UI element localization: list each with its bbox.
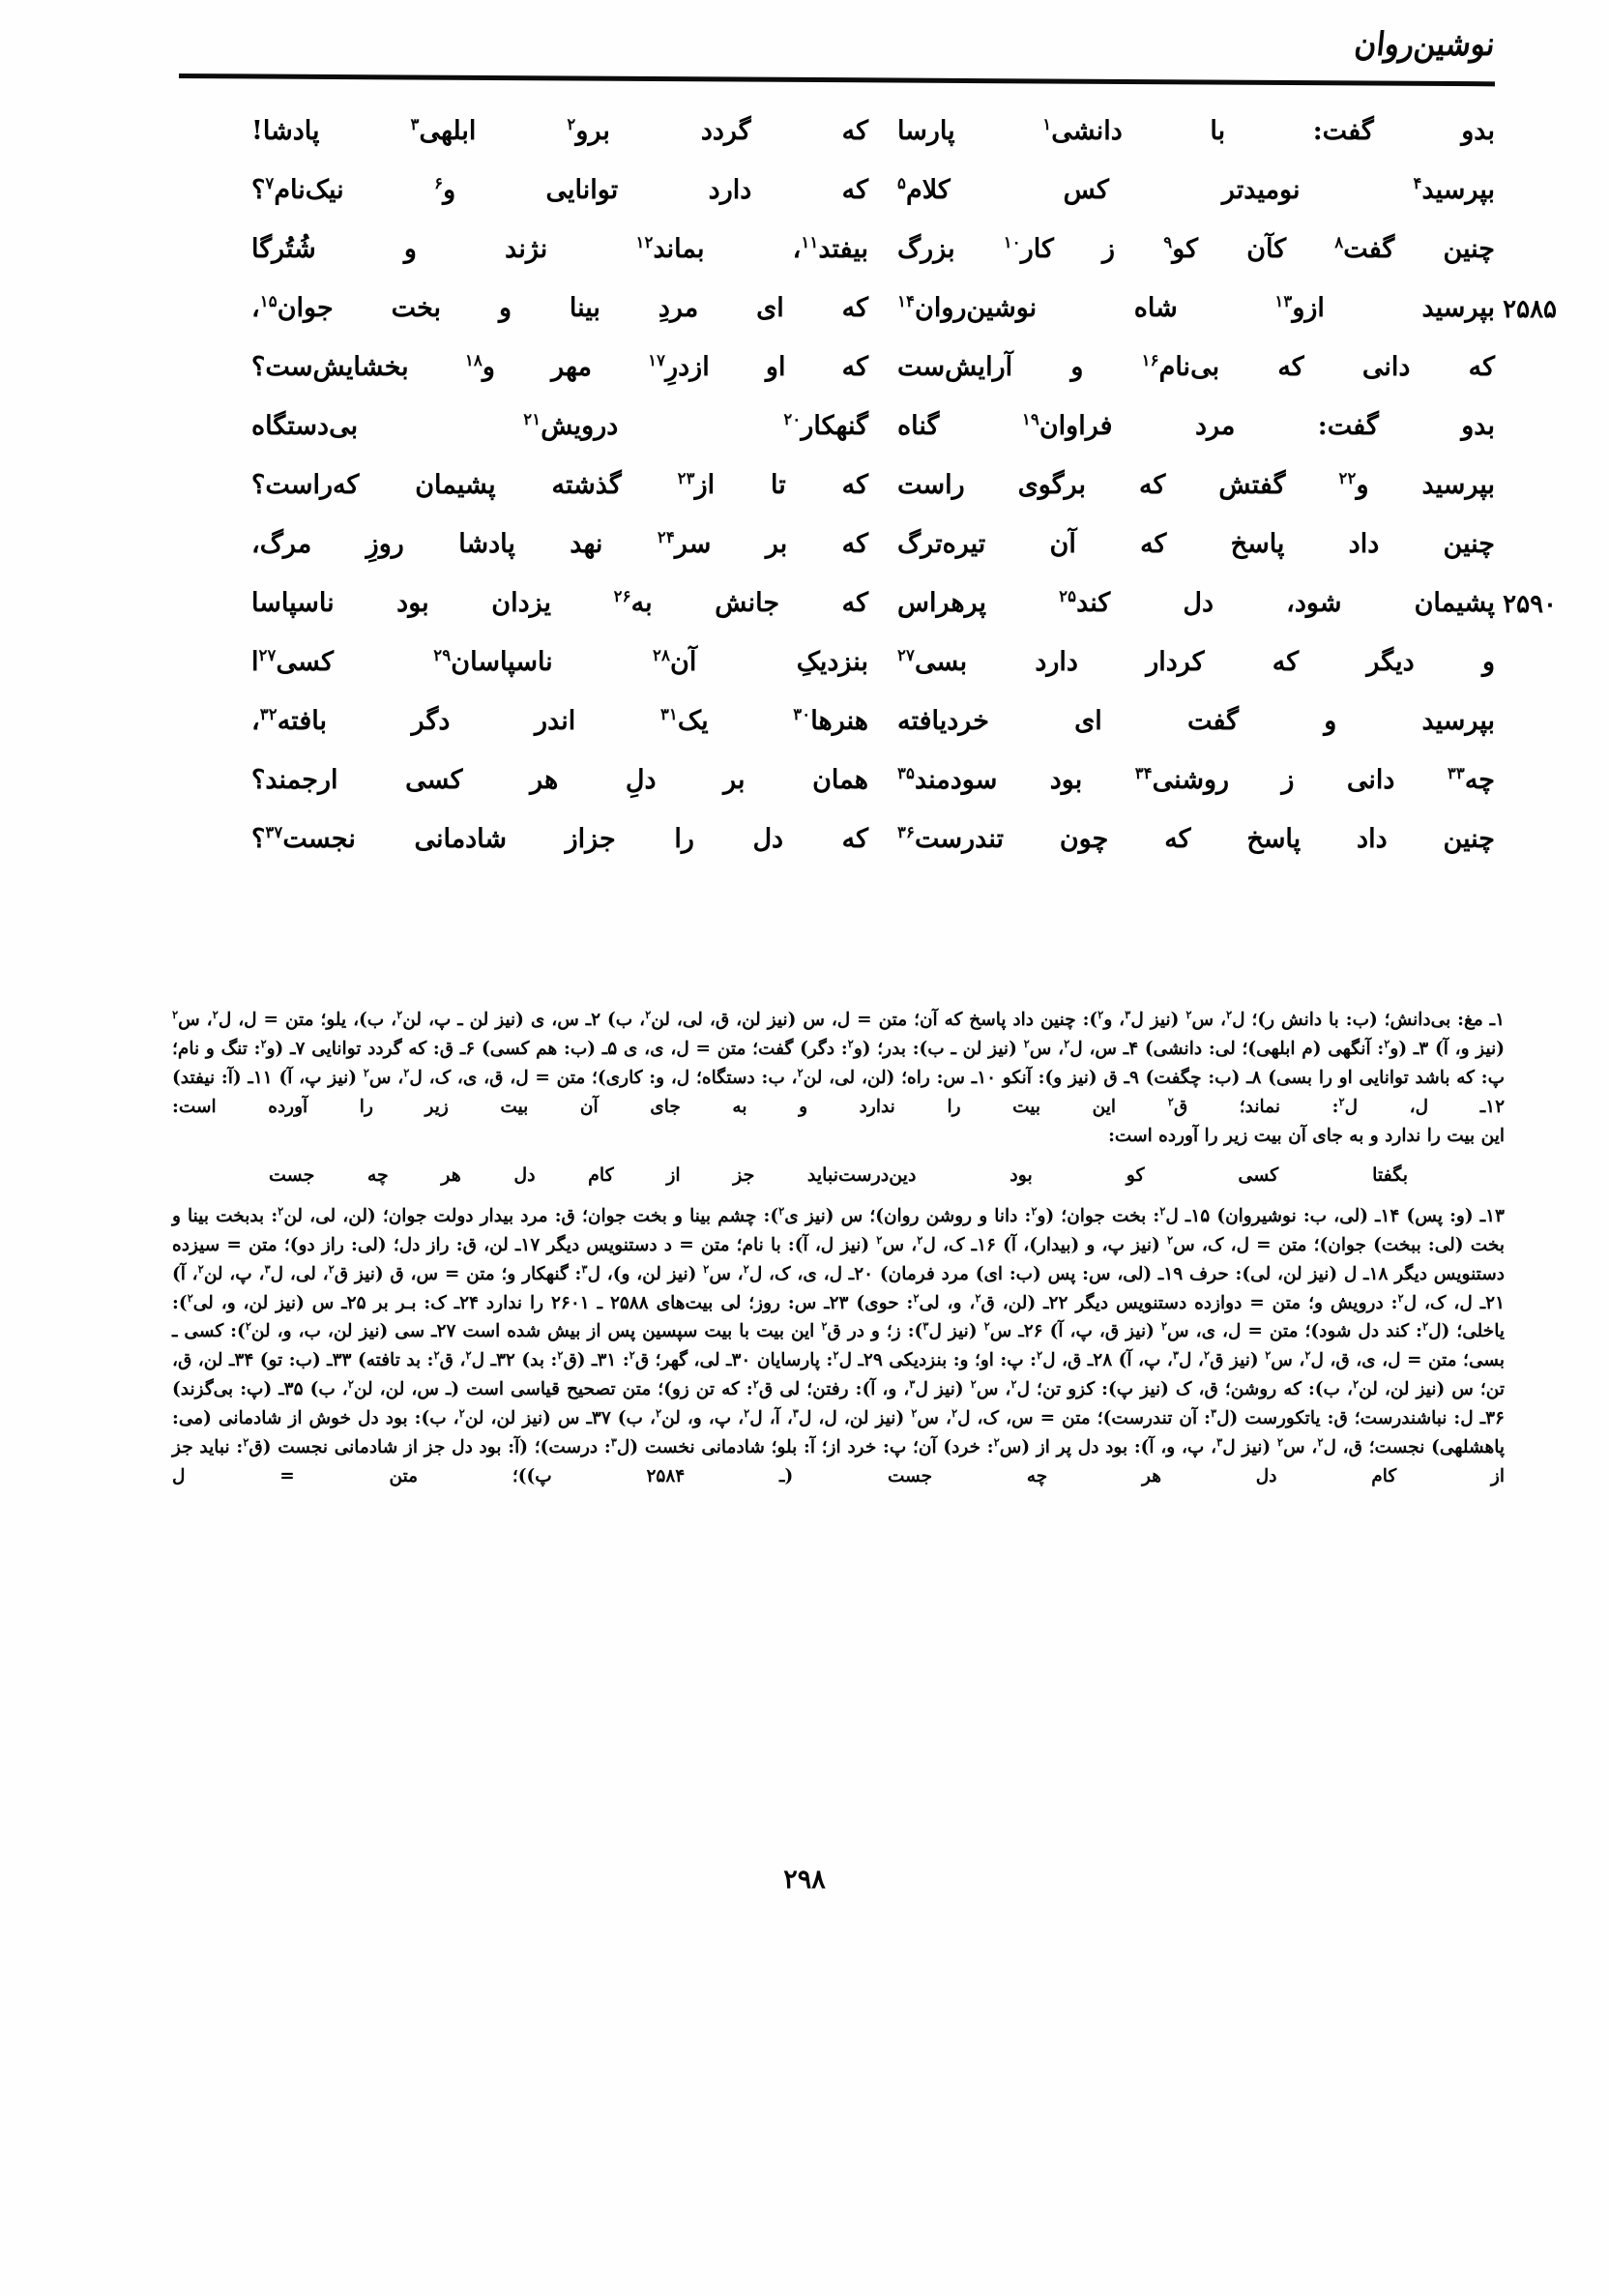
header-rule-divider [179, 74, 1495, 86]
hemistich-right-text: و دیگر که کردار دارد بسی$^{۲۷}$ [897, 645, 1495, 677]
hemistich-right [868, 531, 1495, 558]
verse-line [242, 527, 1495, 590]
hemistich-left-text: که تا از$^{۲۳}$ گذشته پشیمان که‌راست؟ [251, 468, 868, 500]
hemistich-left-text: که جانش به$^{۲۶}$ یزدان بود ناسپاسا [251, 586, 868, 618]
hemistich-right-text: پشیمان شود، دل کند$^{۲۵}$ پرهراس [897, 586, 1495, 618]
hemistich-right-text: چنین داد پاسخ که آن تیره‌ترگ [897, 529, 1495, 559]
hemistich-right [868, 173, 1495, 205]
hemistich-right [868, 114, 1495, 146]
verse-number: ۲۵۸۵ [1503, 295, 1557, 324]
apparatus-inset-verse [172, 1161, 1505, 1191]
folio-number: ۲۹۸ [783, 1865, 826, 1895]
hemistich-left-text: که ای مردِ بینا و بخت جوان$^{۱۵}$، [251, 291, 868, 323]
verse-line [242, 763, 1495, 826]
hemistich-left [242, 114, 868, 146]
hemistich-left [242, 645, 868, 677]
hemistich-left-text: گنهکار$^{۲۰}$ درویش$^{۲۱}$ بی‌دستگاه [251, 409, 868, 441]
hemistich-left [242, 822, 868, 854]
hemistich-right-text: بدو گفت: با دانشی$^۱$ پارسا [897, 114, 1495, 146]
verse-block [242, 114, 1557, 885]
hemistich-right [868, 291, 1557, 324]
verse-line [242, 114, 1495, 177]
running-head-title: نوشین‌روان [1353, 25, 1498, 64]
hemistich-left [242, 704, 868, 736]
verse-line [242, 173, 1495, 236]
apparatus-paragraph: ۱ـ مغ: بی‌دانش؛ (ب: با دانش ر)؛ ل$^۲$، س$^۲$ (نیز ل$^۳$، و$^۲$): چنین داد پاسخ که آن؛ متن = ل، س (نیز لن، ق، لی، لن$^۲$، ب) ۲ـ س، ی (نیز لن ـ پ، لن$^۲$، ب)، یلو؛ متن = ل، ل$^۲$، س$^۲$ (نیز و، آ) ۳ـ (و$^۲$: آنگهی (م ابلهی)؛ لی: دانشی) ۴ـ س، ل$^۲$، س$^۲$ (نیز لن ـ ب): بدر؛ (و$^۲$: دگر) گفت؛ متن = ل، ی، ی ۵ـ (ب: هم کسی) ۶ـ ق: که گردد توانایی ۷ـ (و$^۲$: تنگ و نام؛ پ: که باشد توانایی او را بسی) ۸ـ (ب: چگفت) ۹ـ ق (نیز و): آنکو ۱۰ـ س: راه؛ (لن، لی، لن$^۲$، ب: دستگاه؛ ل، و: کاری)؛ متن = ل، ق، ی، ک، ل$^۲$، س$^۲$ (نیز پ، آ) ۱۱ـ (آ: نیفتد) ۱۲ـ ل، ل$^۲$: نماند؛ ق$^۲$ این بیت را ندارد و به جای آن بیت زیر را آورده است: [172, 1007, 1506, 1117]
hemistich-right [868, 350, 1495, 382]
verse-number: ۲۵۹۰ [1503, 590, 1557, 619]
hemistich-left [242, 586, 868, 618]
hemistich-right [868, 468, 1495, 500]
hemistich-right [868, 586, 1557, 619]
hemistich-right [868, 645, 1495, 677]
hemistich-left-text: که گردد برو$^۲$ ابلهی$^۳$ پادشا! [251, 114, 868, 146]
running-head [1089, 25, 1498, 64]
hemistich-right-text: که دانی که بی‌نام$^{۱۶}$ و آرایش‌ست [897, 350, 1495, 382]
hemistich-left [242, 767, 868, 794]
hemistich-left [242, 350, 868, 382]
hemistich-left-text: که دل را جزاز شادمانی نجست$^{۳۷}$؟ [251, 822, 868, 854]
hemistich-right [868, 232, 1495, 264]
hemistich-right-text: بپرسید و$^{۲۲}$ گفتش که برگوی راست [897, 468, 1495, 500]
verse-line [242, 586, 1557, 649]
hemistich-right-text: چنین داد پاسخ که چون تندرست$^{۳۶}$ [897, 822, 1495, 854]
hemistich-left [242, 409, 868, 441]
hemistich-right [868, 409, 1495, 441]
hemistich-left [242, 527, 869, 559]
verse-line [242, 704, 1495, 767]
hemistich-left-text: که او ازدرِ$^{۱۷}$ مهر و$^{۱۸}$ بخشایش‌ست؟ [251, 350, 868, 382]
hemistich-left [242, 468, 868, 500]
apparatus-intro-line: این بیت را ندارد و به جای آن بیت زیر را آورده است: [1108, 1125, 1505, 1146]
hemistich-left-text: هنرها$^{۳۰}$ یک$^{۳۱}$ اندر دگر بافته$^{۳۲}$، [251, 704, 868, 736]
hemistich-right-text: چه$^{۳۳}$ دانی ز روشنی$^{۳۴}$ بود سودمند$^{۳۵}$ [897, 763, 1495, 795]
verse-line [242, 468, 1495, 531]
hemistich-right-text: بپرسید و گفت ای خردیافته [897, 706, 1495, 736]
hemistich-right [868, 708, 1495, 735]
apparatus-paragraph: ۱۳ـ (و: پس) ۱۴ـ (لی، ب: نوشیروان) ۱۵ـ ل$^۲$: بخت جوان؛ (و$^۲$: دانا و روشن روان)؛ س (نیز ی$^۲$): چشم بینا و بخت جوان؛ ق: مرد بیدار دولت جوان؛ (لن، لی، لن$^۲$: بدبخت بینا و بخت (لی: ببخت) جوان)؛ متن = ل، ک، س$^۲$ (نیز پ، و (بیدار)، آ) ۱۶ـ ک، ل$^۲$، س$^۲$ (نیز ل، آ): با نام؛ متن = د دستنویس دیگر ۱۷ـ لن، ق: راز دل؛ (لی: راز دو)؛ متن = سیزده دستنویس دیگر ۱۸ـ ل (نیز لن، لی): حرف ۱۹ـ (لی، س: پس (ب: ای) مرد فرمان) ۲۰ـ ل، ی، ک، ل$^۲$، س$^۲$ (نیز لن، و)، ل$^۳$: گنهکار و؛ متن = س، ق (نیز ق$^۲$، لی، ل$^۳$، پ، لن$^۲$، آ) ۲۱ـ ل، ک، ل$^۲$: درویش و؛ متن = دوازده دستنویس دیگر ۲۲ـ (لن، ق$^۲$، و، لی$^۲$: حوی) ۲۳ـ س: روز؛ لی بیت‌های ۲۵۸۸ ـ ۲۶۰۱ را ندارد ۲۴ـ ک: بـر بر ۲۵ـ س (نیز لن، و، لی$^۲$): یاخلی؛ (ل$^۲$: کند دل شود)؛ متن = ل، ی، س$^۲$ (نیز ق، پ، آ) ۲۶ـ س$^۲$ (نیز ل$^۳$): ز؛ و در ق$^۲$ این بیت با بیت سپسین پس از بیش شده است ۲۷ـ سی (نیز لن، ب، و، لن$^۲$): کسی ـ بسی؛ متن = ل، ی، ق، ل$^۲$، س$^۲$ (نیز ق$^۲$، ل$^۳$، پ، آ) ۲۸ـ ق، ل$^۲$: پ: او؛ و: بنزدیکی ۲۹ـ ل$^۲$: پارسایان ۳۰ـ لی، گهر؛ ق$^۲$: ۳۱ـ (ق$^۲$: بد) ۳۲ـ ل$^۲$، ق$^۲$: بد تافته) ۳۳ـ (ب: تو) ۳۴ـ لن، ق، تن؛ س (نیز لن، لن$^۲$، ب): که روشن؛ ق، ک (نیز پ): کزو تن؛ ل$^۲$، س$^۲$ (نیز ل$^۳$، و، آ): رفتن؛ لی ق$^۲$: که تن زو)؛ متن تصحیح قیاسی است (ـ س، لن، لن$^۲$، ب) ۳۵ـ (پ: بی‌گزند) ۳۶ـ ل: نباشندرست؛ ق: یاتکورست (ل$^۳$: آن تندرست)؛ متن = س، ک، ل$^۲$، س$^۲$ (نیز لن، ل، ل$^۳$، آ، ل$^۲$، پ، و، لن$^۲$، ب) ۳۷ـ س (نیز لن، لن$^۲$، ب): بود دل خوش از شادمانی (می: پاهشلهی) نجست؛ ق، ل$^۲$، س$^۲$ (نیز ل$^۳$، پ، و، آ): بود دل پر از (س$^۲$: خرد) آن؛ پ: خرد از؛ آ: بلو؛ شادمانی نخست (ل$^۳$: درست)؛ (آ: بود دل جز از شادمانی نجست (ق$^۲$: نباید جز از کام دل هر چه جست (ـ ۲۵۸۴ پ))؛ متن = ل [172, 1203, 1506, 1487]
verse-line [242, 350, 1495, 413]
hemistich-right [868, 763, 1495, 795]
hemistich-left-text: بنزدیکِ آن$^{۲۸}$ ناسپاسان$^{۲۹}$ کسی$^{۲۷}$ا [251, 645, 868, 677]
hemistich-right [868, 822, 1495, 854]
hemistich-left [242, 291, 868, 323]
hemistich-right-text: چنین گفت$^۸$ کآن کو$^۹$ ز کار$^{۱۰}$ بزرگ [897, 232, 1495, 264]
verse-line [242, 822, 1495, 885]
inset-hemistich-right: بگفتا کسی کو بود دین‌درست [838, 1163, 1408, 1186]
hemistich-left-text: که دارد توانایی و$^۶$ نیک‌نام$^۷$؟ [251, 173, 869, 205]
hemistich-right-text: بدو گفت: مرد فراوان$^{۱۹}$ گناه [897, 409, 1495, 441]
hemistich-left-text: همان بر دلِ هر کسی ارجمند؟ [251, 765, 868, 795]
hemistich-left-text: بیفتد$^{۱۱}$، بماند$^{۱۲}$ نژند و شُتُرگا [251, 232, 868, 264]
hemistich-right-text: بپرسید ازو$^{۱۳}$ شاه نوشین‌روان$^{۱۴}$ [897, 291, 1495, 323]
verse-line [242, 291, 1557, 354]
hemistich-left [242, 232, 868, 264]
inset-hemistich-left: نباید جز از کام دل هر چه جست [269, 1163, 838, 1186]
hemistich-right-text: بپرسید$^۴$ نومیدتر کس کلام$^۵$ [897, 173, 1495, 205]
verse-line [242, 409, 1495, 472]
hemistich-left [242, 173, 869, 205]
critical-apparatus [172, 1006, 1505, 1491]
verse-line [242, 645, 1495, 708]
hemistich-left-text: که بر سر$^{۲۴}$ نهد پادشا روزِ مرگ، [251, 527, 869, 559]
verse-line [242, 232, 1495, 295]
